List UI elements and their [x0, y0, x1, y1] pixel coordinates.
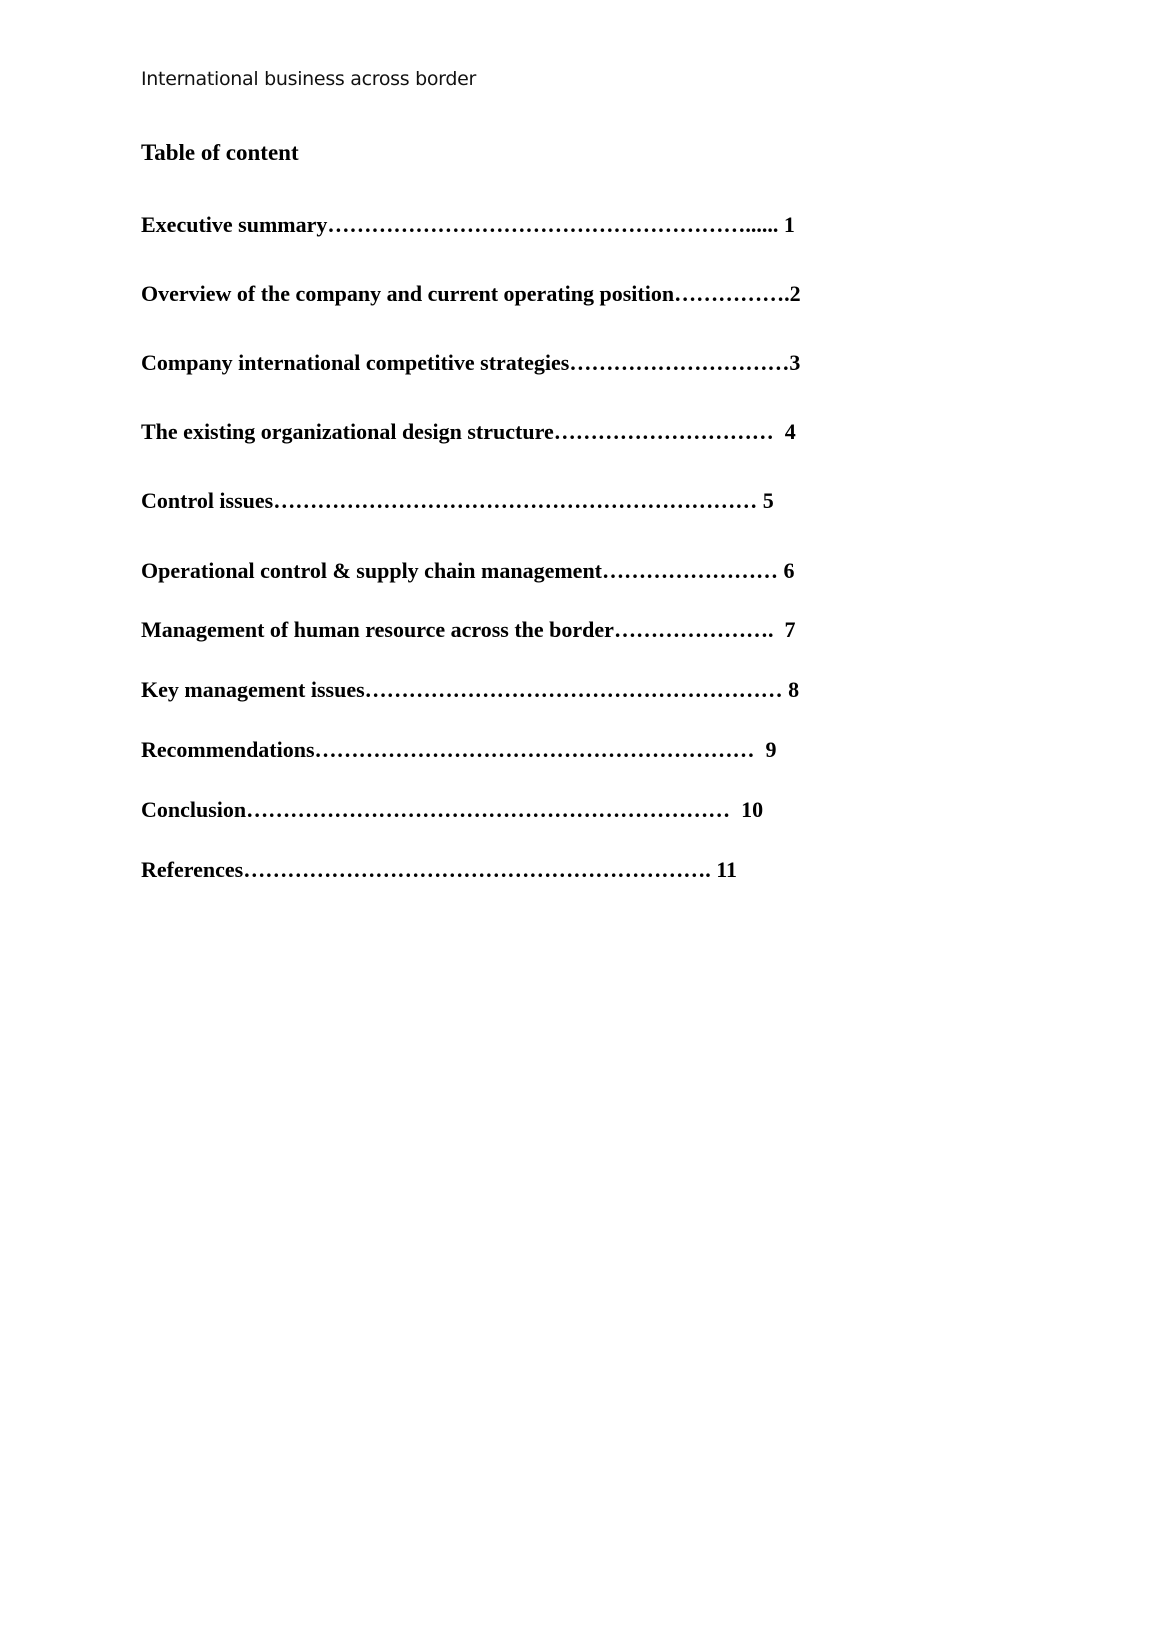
toc-entry-label: References: [141, 857, 244, 882]
toc-entry-leader: ……………………………………………………: [314, 737, 766, 762]
toc-entry-page: 2: [789, 281, 801, 306]
toc-entry-label: Management of human resource across the border: [141, 617, 614, 642]
toc-entry-competitive-strategies: [141, 350, 800, 376]
toc-entry-label: Conclusion: [141, 797, 247, 822]
toc-entry-control-issues: [141, 488, 774, 514]
toc-title: Table of content: [141, 140, 299, 165]
toc-entry-leader: ………………….: [613, 617, 785, 642]
toc-entry-page: 3: [789, 350, 801, 375]
toc-entry-label: The existing organizational design structure: [141, 419, 554, 444]
toc-entry-label: Executive summary: [141, 212, 328, 237]
toc-entry-label: Control issues: [141, 488, 274, 513]
toc-entry-leader: …………………………………………………………: [246, 797, 742, 822]
toc-entry-label: Overview of the company and current operating position: [141, 281, 675, 306]
toc-entry-leader: …………………………: [553, 419, 785, 444]
toc-entry-page: 1: [783, 212, 795, 237]
toc-entry-label: Recommendations: [141, 737, 315, 762]
running-header: International business across border: [141, 68, 477, 90]
toc-entry-page: 9: [765, 737, 777, 762]
toc-entry-page: 4: [784, 419, 796, 444]
toc-entry-operational-control: [141, 558, 795, 584]
toc-entry-leader: …………………………………………………………: [273, 488, 763, 513]
toc-entry-page: 6: [783, 558, 795, 583]
toc-entry-leader: …………………………………………………......: [327, 212, 784, 237]
toc-entry-human-resource: [141, 617, 795, 643]
toc-entry-leader: …………….: [674, 281, 790, 306]
toc-entry-leader: ……………………………………………………….: [243, 857, 717, 882]
toc-entry-overview: [141, 281, 801, 307]
toc-entry-key-management: [141, 677, 799, 703]
toc-entry-page: 10: [741, 797, 764, 822]
toc-entry-organizational-design: [141, 419, 796, 445]
toc-entry-references: [141, 857, 737, 883]
toc-entry-page: 5: [762, 488, 774, 513]
toc-entry-leader: …………………………: [569, 350, 790, 375]
toc-entry-page: 7: [784, 617, 796, 642]
toc-entry-conclusion: [141, 797, 763, 823]
toc-entry-leader: …………………………………………………: [364, 677, 789, 702]
toc-entry-page: 11: [716, 857, 737, 882]
toc-entry-label: Key management issues: [141, 677, 365, 702]
toc-entry-page: 8: [788, 677, 800, 702]
toc-entry-leader: ……………………: [602, 558, 784, 583]
toc-entry-label: Operational control & supply chain management: [141, 558, 603, 583]
toc-entry-recommendations: [141, 737, 777, 763]
toc-entry-executive-summary: [141, 212, 795, 238]
toc-entry-label: Company international competitive strategies: [141, 350, 570, 375]
